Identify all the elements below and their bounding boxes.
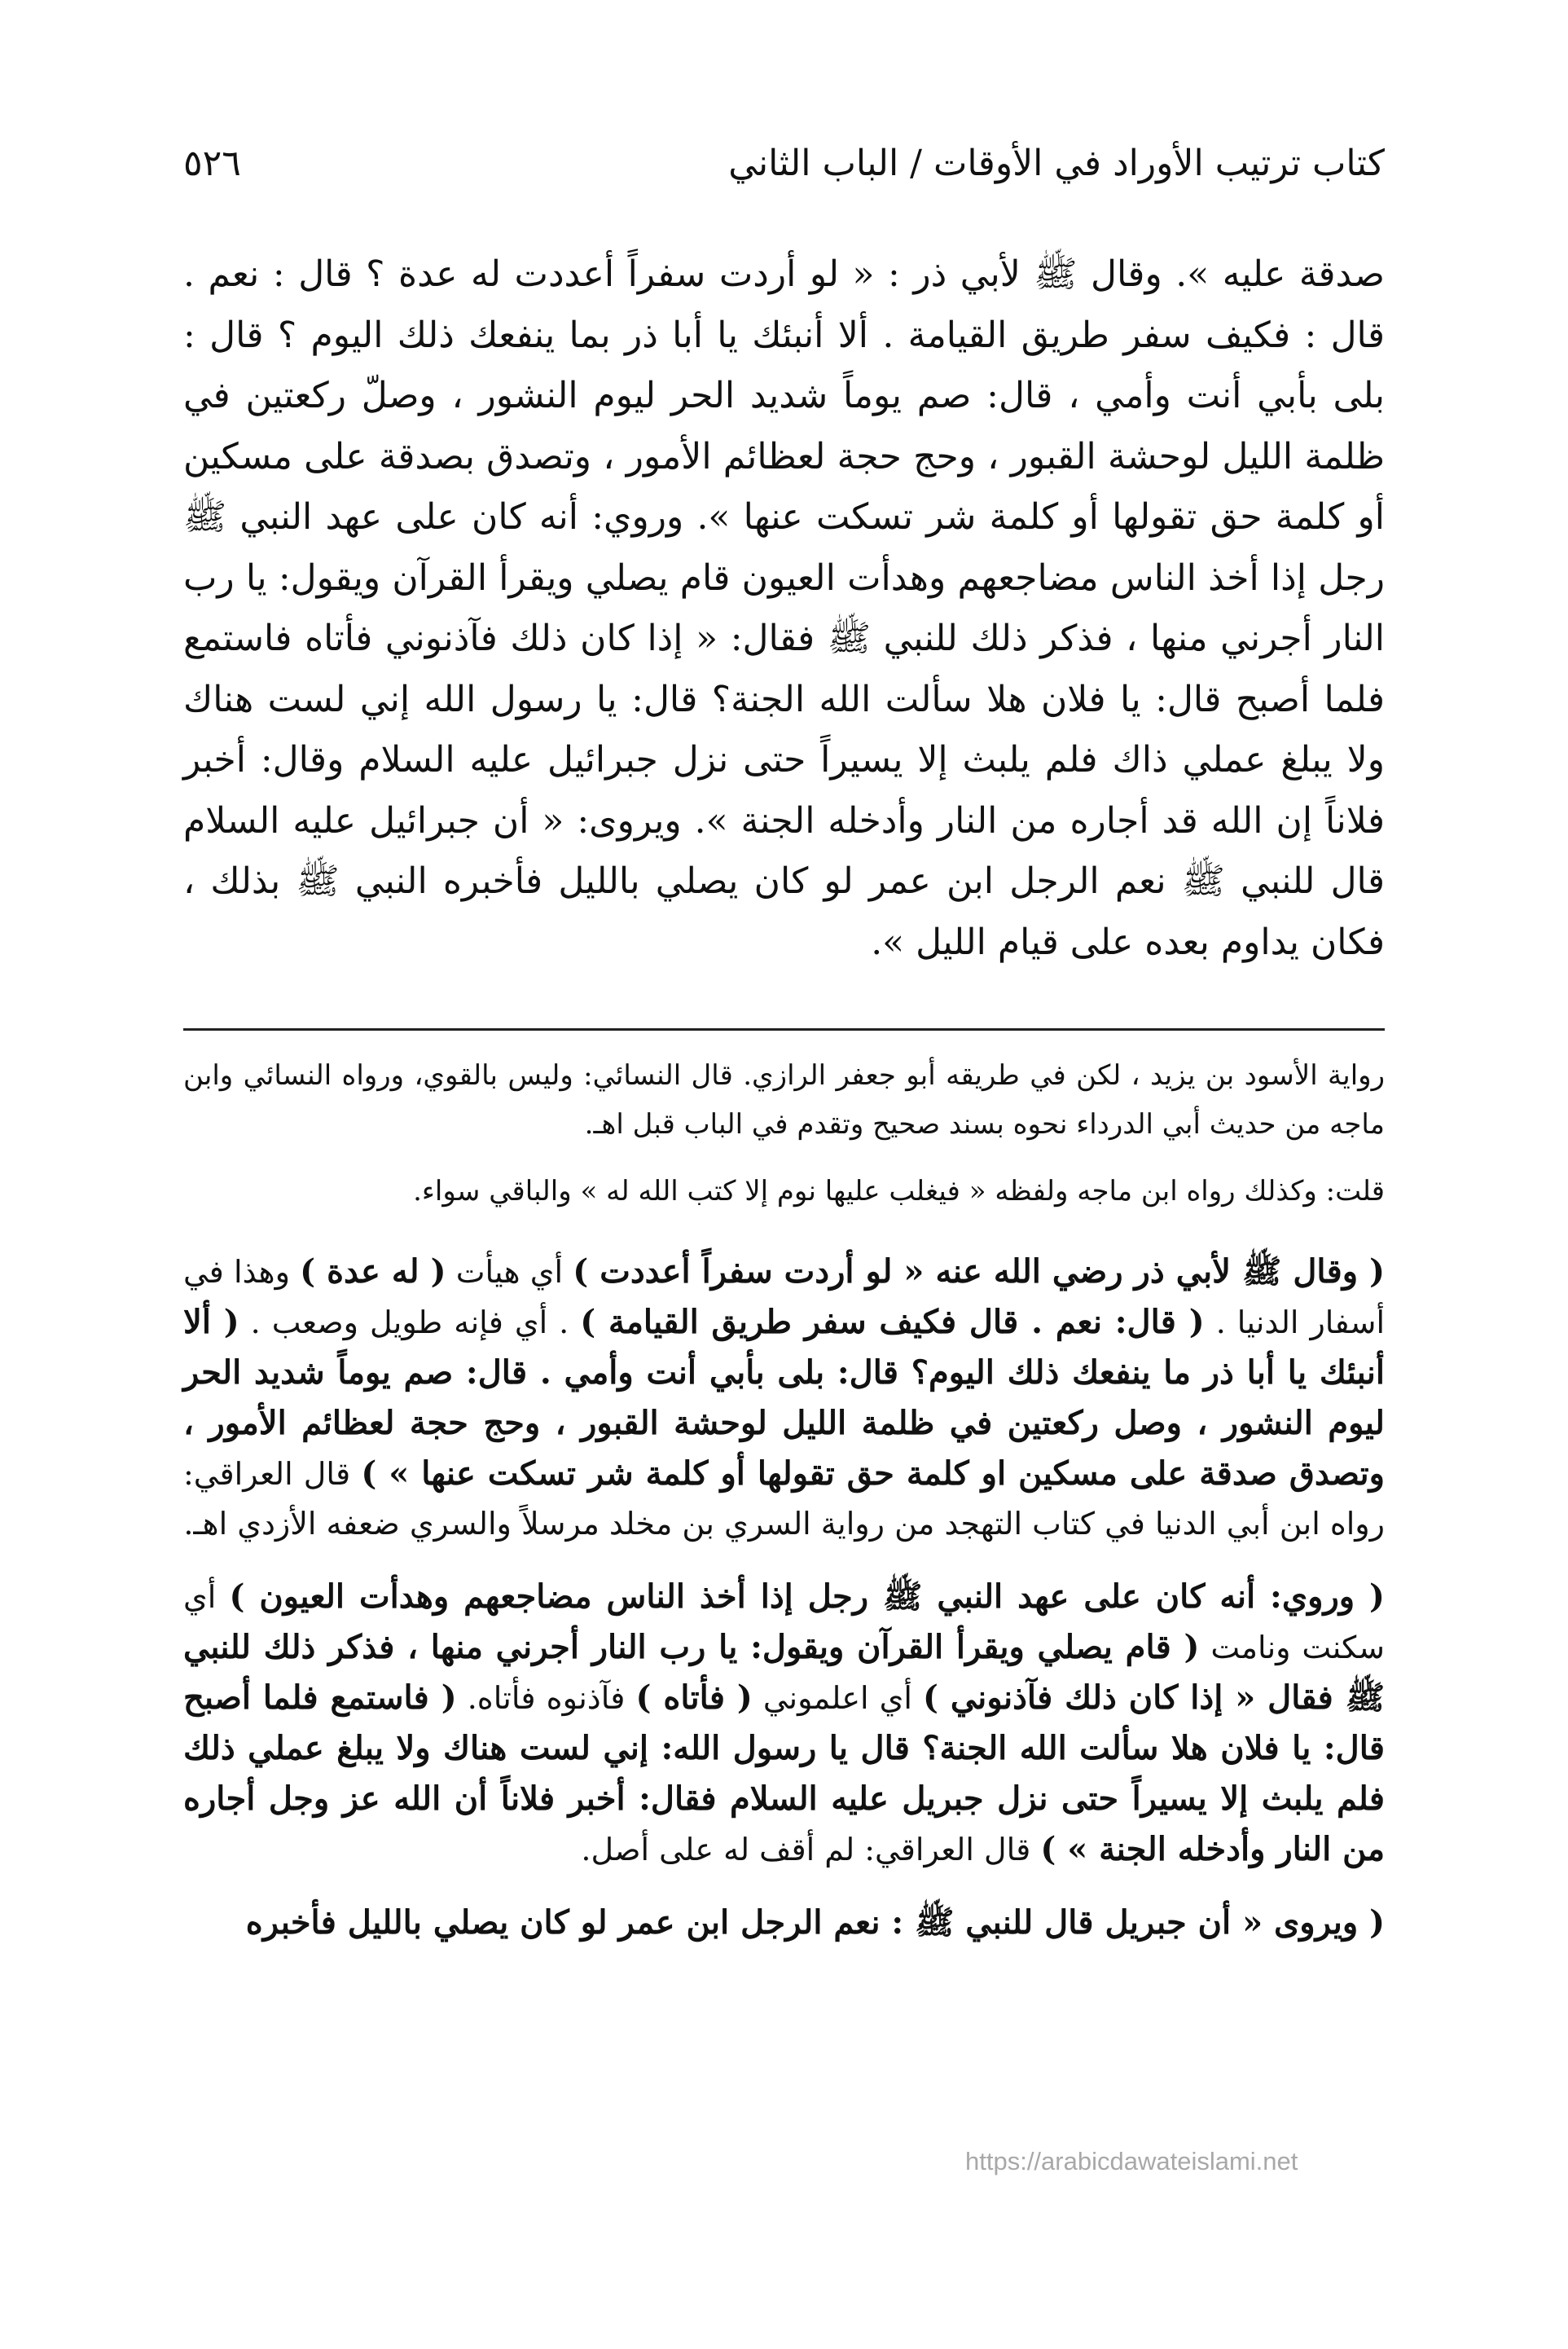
footnote-block — [183, 1051, 1385, 1216]
matn-quote: ( فاستمع فلما أصبح قال: يا فلان هلا سألت الله الجنة؟ قال يا رسول الله: إني لست هناك ولا يبلغ عملي ذلك فلم يلبث إلا يسيراً حتى نزل جبريل عليه السلام فقال: أخبر فلاناً أن الله عز وجل أجاره من النار وأدخله الجنة » ) — [183, 1678, 1385, 1868]
main-paragraph: صدقة عليه ». وقال ﷺ لأبي ذر : « لو أردت سفراً أعددت له عدة ؟ قال : نعم . قال : فكيف سفر طريق القيامة . ألا أنبئك يا أبا ذر بما ينفعك ذلك اليوم ؟ قال : بلى بأبي أنت وأمي ، قال: صم يوماً شديد الحر ليوم النشور ، وصلّ ركعتين في ظلمة الليل لوحشة القبور ، وحج حجة لعظائم الأمور ، وتصدق بصدقة على مسكين أو كلمة حق تقولها أو كلمة شر تسكت عنها ». وروي: أنه كان على عهد النبي ﷺ رجل إذا أخذ الناس مضاجعهم وهدأت العيون قام يصلي ويقرأ القرآن ويقول: يا رب النار أجرني منها ، فذكر ذلك للنبي ﷺ فقال: « إذا كان ذلك فآذنوني فأتاه فاستمع فلما أصبح قال: يا فلان هلا سألت الله الجنة؟ قال: يا رسول الله إني لست هناك ولا يبلغ عملي ذاك فلم يلبث إلا يسيراً حتى نزل جبرائيل عليه السلام وقال: أخبر فلاناً إن الله قد أجاره من النار وأدخله الجنة ». ويروى: « أن جبرائيل عليه السلام قال للنبي ﷺ نعم الرجل ابن عمر لو كان يصلي بالليل فأخبره النبي ﷺ بذلك ، فكان يداوم بعده على قيام الليل ». — [183, 253, 1385, 963]
commentary-block — [183, 1247, 1385, 1948]
main-text-block — [183, 244, 1385, 973]
watermark-url: https://arabicdawateislami.net — [965, 2147, 1298, 2175]
sharh-text: أي اعلموني — [752, 1680, 923, 1716]
sharh-text: قال العراقي: لم أقف له على أصل. — [581, 1832, 1041, 1867]
matn-quote: ( قام يصلي ويقرأ القرآن ويقول: يا رب النار أجرني منها ، فذكر ذلك للنبي ﷺ فقال « إذا كان ذلك فآذنوني ) — [183, 1628, 1386, 1717]
sharh-text: أي سكنت ونامت — [183, 1579, 1385, 1665]
matn-quote: ( وروي: أنه كان على عهد النبي ﷺ رجل إذا أخذ الناس مضاجعهم وهدأت العيون ) — [229, 1577, 1385, 1616]
sharh-text: قال العراقي: رواه ابن أبي الدنيا في كتاب التهجد من رواية السري بن مخلد مرسلاً والسري ضعفه الأزدي اهـ. — [183, 1456, 1385, 1542]
footnote-paragraph-1: رواية الأسود بن يزيد ، لكن في طريقه أبو جعفر الرازي. قال النسائي: وليس بالقوي، ورواه النسائي وابن ماجه من حديث أبي الدرداء نحوه بسند صحيح وتقدم في الباب قبل اهـ. — [183, 1059, 1385, 1141]
page-header — [183, 130, 1385, 196]
sharh-text: أي هيأت — [446, 1254, 573, 1290]
sharh-text: فآذنوه فأتاه. — [456, 1680, 636, 1716]
commentary-paragraph-3 — [183, 1898, 1385, 1948]
footnote-divider — [183, 1028, 1385, 1031]
sharh-text: . أي فإنه طويل وصعب . — [239, 1304, 581, 1340]
matn-quote: ( ألا أنبئك يا أبا ذر ما ينفعك ذلك اليوم؟ قال: بلى بأبي أنت وأمي . قال: صم يوماً شديد الحر ليوم النشور ، وصل ركعتين في ظلمة الليل لوحشة القبور ، وحج حجة لعظائم الأمور ، وتصدق صدقة على مسكين او كلمة حق تقولها أو كلمة شر تسكت عنها » ) — [183, 1303, 1385, 1493]
matn-quote: ( له عدة ) — [300, 1252, 446, 1291]
commentary-paragraph-1 — [183, 1247, 1385, 1549]
matn-quote: ( فأتاه ) — [635, 1678, 753, 1717]
sharh-text: وهذا في أسفار الدنيا . — [183, 1254, 1385, 1340]
matn-quote: ( قال: نعم . قال فكيف سفر طريق القيامة ) — [580, 1303, 1205, 1341]
matn-quote: ( وقال ﷺ لأبي ذر رضي الله عنه « لو أردت سفراً أعددت ) — [573, 1252, 1386, 1291]
page-number: ٥٢٦ — [183, 142, 241, 184]
commentary-paragraph-2 — [183, 1572, 1385, 1875]
footnote-paragraph-2: قلت: وكذلك رواه ابن ماجه ولفظه « فيغلب عليها نوم إلا كتب الله له » والباقي سواء. — [413, 1175, 1385, 1207]
matn-quote: ( ويروى « أن جبريل قال للنبي ﷺ : نعم الرجل ابن عمر لو كان يصلي بالليل فأخبره — [245, 1903, 1385, 1942]
running-title: كتاب ترتيب الأوراد في الأوقات / الباب الثاني — [728, 142, 1385, 184]
